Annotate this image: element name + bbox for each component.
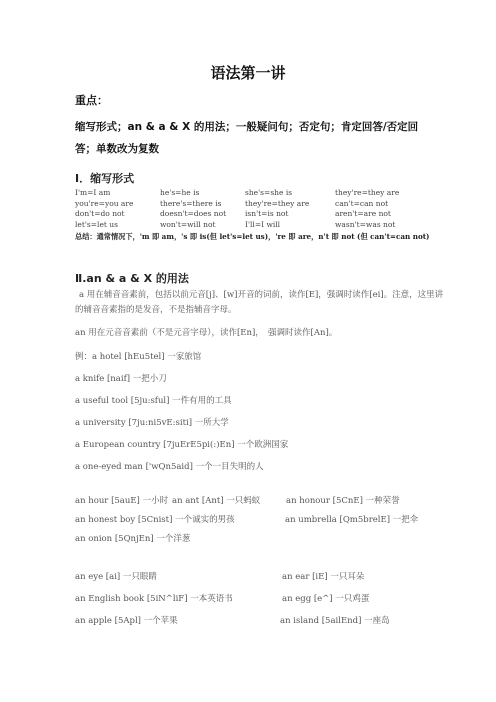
contraction-item: won't=will not [160, 219, 216, 229]
contraction-row [75, 199, 435, 210]
example-line: 例：a hotel [hEu5tel] 一家旅馆 [75, 352, 202, 362]
example-line: an eye [ai] 一只眼睛 [75, 572, 157, 582]
contraction-item: aren't=are not [335, 209, 391, 218]
contraction-item: I'll=I will [245, 219, 281, 229]
contraction-item: let's=let us [75, 219, 118, 229]
example-line: an ant [Ant] 一只蚂蚁 [172, 496, 261, 506]
contraction-row [75, 209, 435, 220]
contraction-item: doesn't=does not [160, 209, 227, 218]
contractions-grid [75, 188, 435, 230]
page-title: 语法第一讲 [210, 64, 286, 82]
contraction-item: isn't=is not [245, 209, 289, 218]
example-line: a European country [7juErE5pi(:)En] 一个欧洲国家 [75, 440, 289, 450]
contraction-item: wasn't=was not [335, 219, 396, 229]
contraction-item: can't=can not [335, 198, 389, 208]
example-line: an honest boy [5Cnist] 一个诚实的男孩 [75, 515, 235, 525]
key-points-label: 重点： [75, 94, 108, 107]
example-line: an ear [iE] 一只耳朵 [282, 572, 365, 582]
contractions-conclusion: 总结：通常情况下，'m 即 am，'s 即 is(但 let's=let us)，'re 即 are，n't 即 not (但 can't=can not) [75, 232, 430, 241]
contraction-item: they're=they are [335, 188, 400, 197]
example-line: a useful tool [5ju:sful] 一件有用的工具 [75, 396, 232, 406]
example-line: an hour [5auE] 一小时 [75, 496, 169, 506]
example-line: an onion [5QnjEn] 一个洋葱 [75, 534, 191, 544]
example-line: a knife [naif] 一把小刀 [75, 374, 167, 384]
example-line: an English book [5iN^liF] 一本英语书 [75, 594, 233, 604]
contraction-item: I'm=I am [75, 188, 111, 197]
example-line: an egg [e^] 一只鸡蛋 [282, 594, 370, 604]
key-points-summary: 缩写形式；an & a & X 的用法；一般疑问句；否定句；肯定回答/否定回答；单数改为复数 [75, 121, 419, 155]
example-line: a university [7ju:ni5vE:siti] 一所大学 [75, 418, 229, 428]
example-line: an apple [5Apl] 一个苹果 [75, 616, 178, 626]
contraction-item: she's=she is [245, 188, 293, 197]
contraction-item: they're=they are [245, 198, 310, 208]
contraction-row [75, 220, 435, 231]
contraction-item: you're=you are [75, 198, 134, 208]
contraction-item: don't=do not [75, 209, 125, 218]
example-line: an island [5ailEnd] 一座岛 [280, 616, 390, 626]
example-line: a one-eyed man ['wQn5aid] 一个一目失明的人 [75, 462, 264, 472]
section-heading-contractions: Ⅰ．缩写形式 [75, 172, 135, 185]
contraction-row [75, 188, 435, 199]
contraction-item: he's=he is [160, 188, 200, 197]
rule-a-paragraph: a 用在辅音音素前，包括以前元音[j]、[w]开音的词前，读作[E]，强调时读作[ei]。注意，这里讲的辅音音素指的是发音，不是指辅音字母。 [75, 290, 444, 315]
example-line: an honour [5CnE] 一种荣誉 [286, 496, 400, 506]
section-heading-articles: Ⅱ.an & a & X 的用法 [75, 272, 189, 285]
example-line: an umbrella [Qm5brelE] 一把伞 [285, 515, 419, 525]
contraction-item: there's=there is [160, 198, 222, 208]
rule-an-paragraph: an 用在元音音素前（不是元音字母），读作[En]， 强调时读作[An]。 [75, 328, 338, 338]
